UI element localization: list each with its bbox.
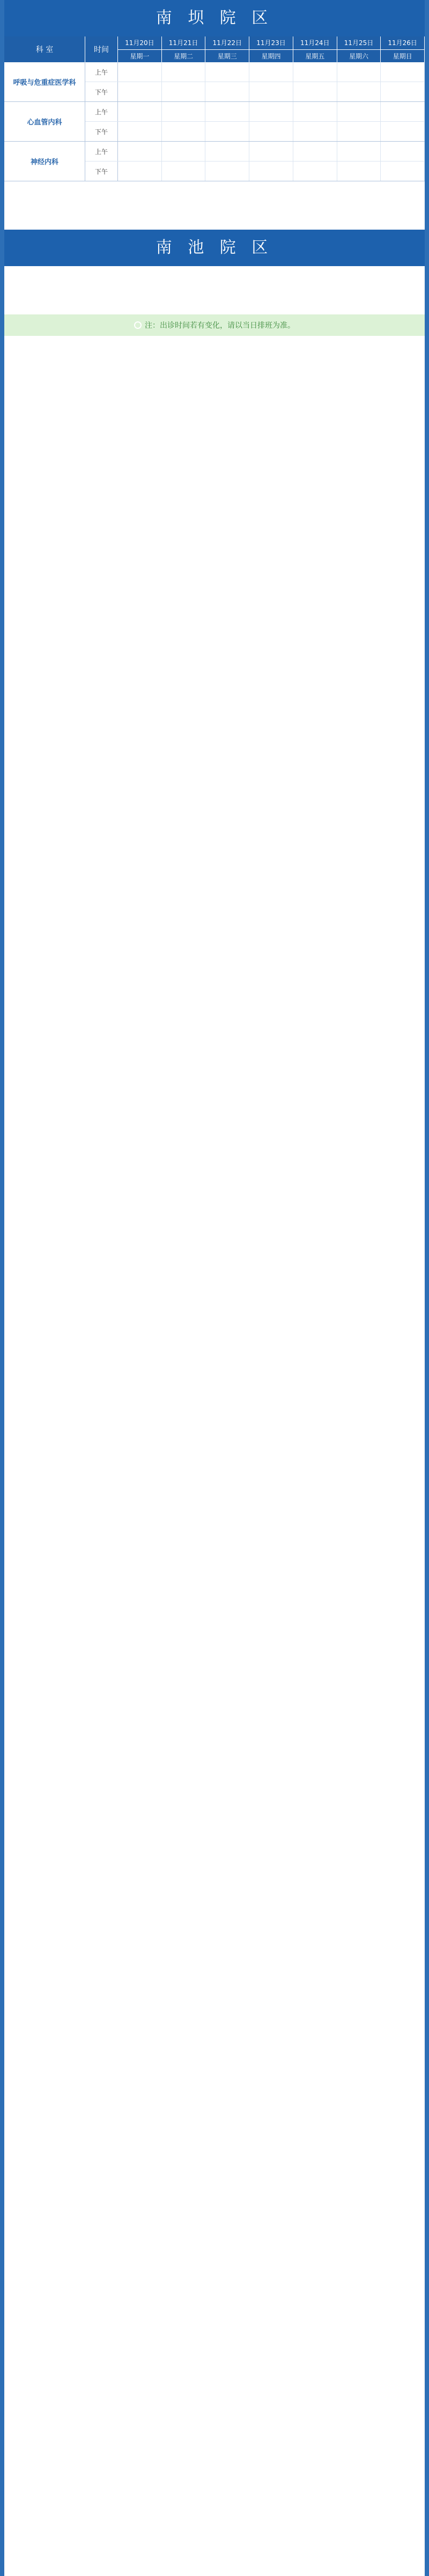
day-header [205, 36, 249, 62]
slot-group [85, 142, 425, 181]
day-header [293, 36, 337, 62]
dept-row [4, 102, 425, 142]
time-cell: 下午 [85, 82, 118, 101]
dept-name: 呼吸与危重症医学科 [4, 62, 85, 101]
slot-row [85, 82, 425, 101]
day-header [118, 36, 162, 62]
info-icon [134, 321, 142, 329]
campus-title-south: 南 坝 院 区 [4, 0, 425, 36]
weekday-label: 星期一 [118, 49, 161, 63]
weekday-label: 星期五 [293, 49, 337, 63]
dept-row [4, 142, 425, 181]
time-cell: 上午 [85, 102, 118, 121]
day-header [381, 36, 425, 62]
weekday-label: 星期日 [381, 49, 424, 63]
footer-note [4, 314, 425, 336]
time-cell: 下午 [85, 122, 118, 141]
section-gap [4, 181, 425, 230]
time-header: 时间 [85, 36, 118, 62]
weekday-label: 星期四 [249, 49, 293, 63]
day-header [162, 36, 206, 62]
table-header [4, 36, 425, 62]
slot-group [85, 102, 425, 141]
slot-row [85, 142, 425, 162]
time-cell: 下午 [85, 162, 118, 181]
date-label: 11月23日 [256, 39, 286, 47]
schedule-page [4, 0, 425, 2576]
section-gap [4, 266, 425, 314]
date-label: 11月25日 [344, 39, 374, 47]
campus-title-north: 南 池 院 区 [4, 230, 425, 266]
slot-row [85, 162, 425, 181]
dept-row [4, 62, 425, 102]
footer-note-text: 注：出诊时间若有变化，请以当日排班为准。 [145, 321, 295, 330]
date-label: 11月22日 [212, 39, 242, 47]
dept-name: 心血管内科 [4, 102, 85, 141]
slot-row [85, 122, 425, 141]
date-label: 11月21日 [168, 39, 198, 47]
time-cell: 上午 [85, 142, 118, 161]
date-label: 11月24日 [300, 39, 330, 47]
weekday-label: 星期六 [337, 49, 381, 63]
day-header [337, 36, 381, 62]
date-label: 11月26日 [388, 39, 417, 47]
dept-header: 科 室 [4, 36, 85, 62]
slot-row [85, 102, 425, 122]
dept-name: 神经内科 [4, 142, 85, 181]
weekday-label: 星期二 [162, 49, 205, 63]
slot-group [85, 62, 425, 101]
date-label: 11月20日 [125, 39, 154, 47]
time-cell: 上午 [85, 62, 118, 82]
weekday-label: 星期三 [205, 49, 249, 63]
day-header [249, 36, 293, 62]
slot-row [85, 62, 425, 82]
